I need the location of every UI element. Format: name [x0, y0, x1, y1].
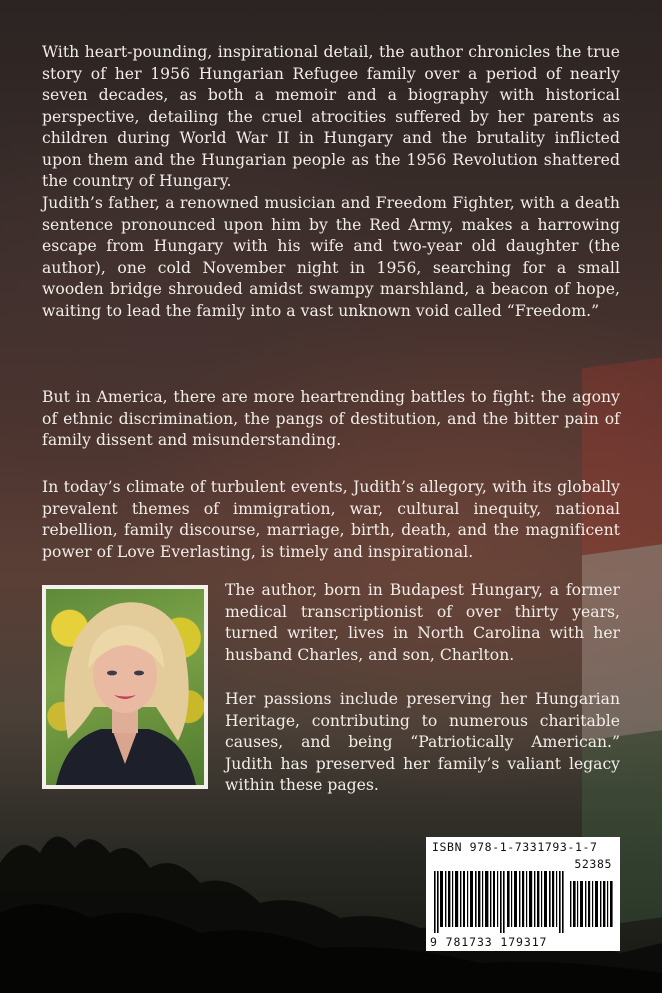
author-bio-paragraph-1: The author, born in Budapest Hungary, a former medical transcriptionist of over thirty years, turned writer, lives in North Carolina with her husband Charles, and son, Charlton.	[225, 581, 620, 664]
price-code: 52385	[574, 857, 612, 871]
author-bio-paragraph-2: Her passions include preserving her Hungarian Heritage, contributing to numerous charitable causes, and being “Patriotically American.” Judith has preserved her family’s valiant legacy within these pages.	[225, 690, 620, 794]
description-paragraph-4: In today’s climate of turbulent events, Judith’s allegory, with its globally prevalent themes of immigration, war, cultural inequity, national rebellion, family discourse, marriage, birth, death, and the magnificent power of Love Everlasting, is timely and inspirational.	[42, 478, 620, 561]
author-photo-frame	[42, 585, 208, 789]
isbn-number: ISBN 978-1-7331793-1-7	[432, 840, 598, 854]
description-paragraph-1: With heart-pounding, inspirational detail, the author chronicles the true story of her 1956 Hungarian Refugee family over a period of nearly seven decades, as both a memoir and a biography with historical perspective, detailing the cruel atrocities suffered by her parents as children during World War II in Hungary and the brutality inflicted upon them and the Hungarian people as the 1956 Revolution shattered the country of Hungary.	[42, 43, 620, 190]
author-photo	[46, 589, 204, 785]
ean-digits: 9 781733 179317	[430, 935, 548, 949]
description-paragraph-3: But in America, there are more heartrending battles to fight: the agony of ethnic discrimination, the pangs of destitution, and the bitter pain of family dissent and misunderstanding.	[42, 388, 620, 449]
isbn-barcode	[426, 837, 620, 951]
description-paragraph-2: Judith’s father, a renowned musician and Freedom Fighter, with a death sentence pronounced upon him by the Red Army, makes a harrowing escape from Hungary with his wife and two-year old daughter (the author), one cold November night in 1956, searching for a small wooden bridge shrouded amidst swampy marshland, a beacon of hope, waiting to lead the family into a vast unknown void called “Freedom.”	[42, 194, 620, 320]
barcode-bars	[432, 871, 614, 933]
